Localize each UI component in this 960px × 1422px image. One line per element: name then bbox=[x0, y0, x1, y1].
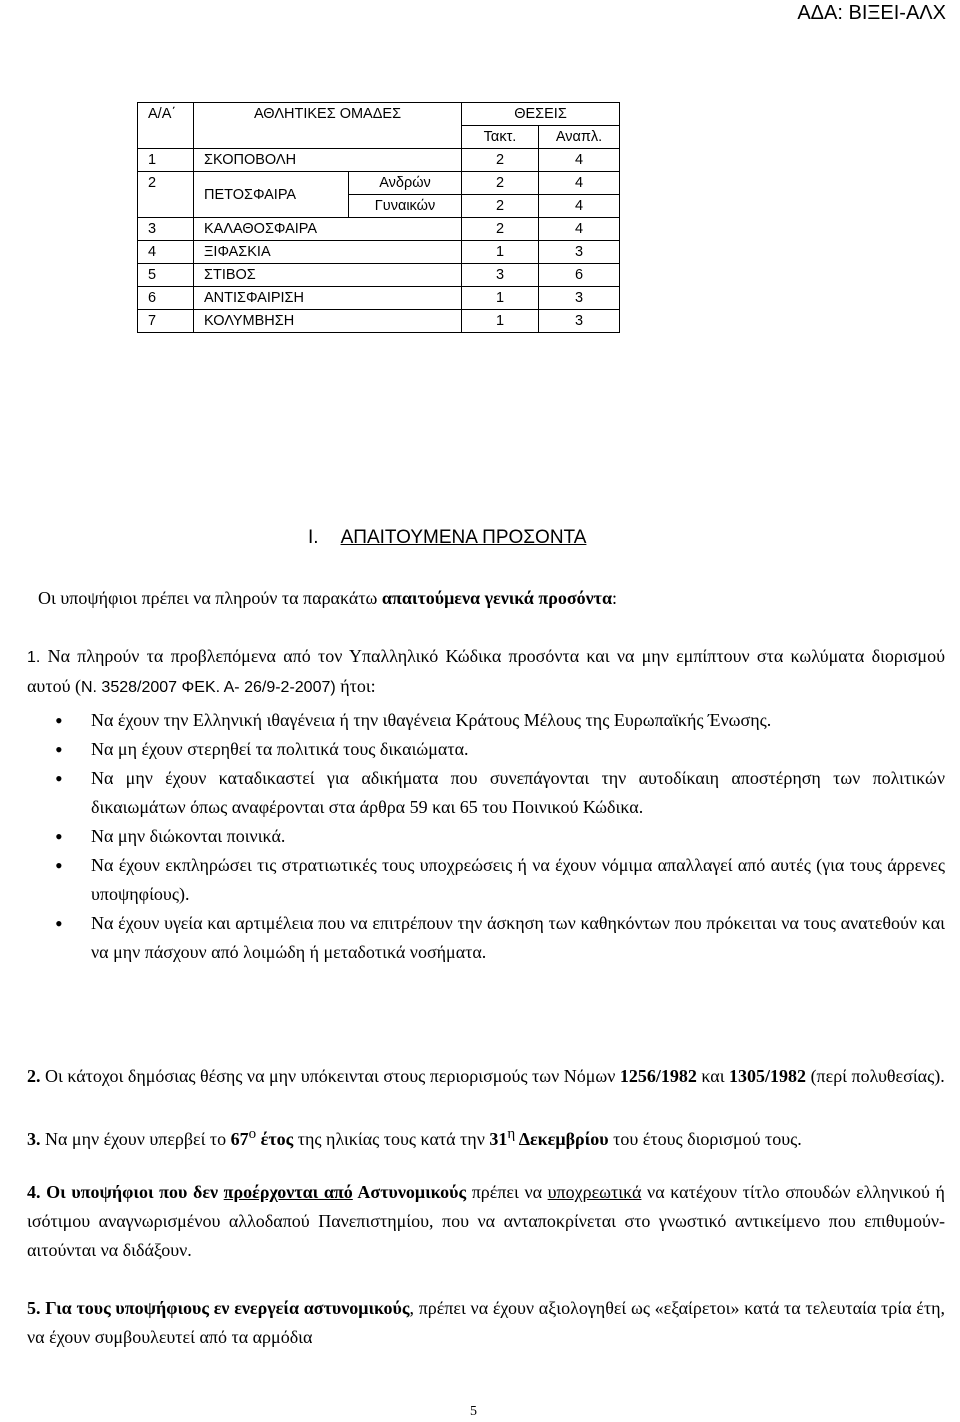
cell-takt: 1 bbox=[462, 241, 539, 264]
table-row bbox=[138, 264, 620, 287]
cell-anapl: 4 bbox=[539, 149, 620, 172]
lead-end: : bbox=[612, 588, 618, 608]
cell-team: ΚΟΛΥΜΒΗΣΗ bbox=[194, 310, 462, 333]
cell-takt: 1 bbox=[462, 310, 539, 333]
cell-sub: Γυναικών bbox=[349, 195, 462, 218]
p3-text: Να μην έχουν υπερβεί το bbox=[40, 1129, 231, 1149]
p4-police: Αστυνομικούς bbox=[352, 1182, 467, 1202]
list-item: • Να έχουν εκπληρώσει τις στρατιωτικές τους υποχρεώσεις ή να έχουν νόμιμα απαλλαγεί από αυτές (για τους άρρενες υποψηφίους). bbox=[55, 851, 945, 909]
p4-bold-underline: προέρχονται από bbox=[223, 1182, 353, 1202]
cell-takt: 2 bbox=[462, 195, 539, 218]
item-number: 3. bbox=[27, 1129, 41, 1149]
header-anapl: Αναπλ. bbox=[539, 126, 620, 149]
paragraph-2 bbox=[27, 1062, 945, 1091]
table-row bbox=[138, 218, 620, 241]
cell-sub: Ανδρών bbox=[349, 172, 462, 195]
table-row bbox=[138, 287, 620, 310]
cell-aa: 5 bbox=[138, 264, 194, 287]
cell-anapl: 4 bbox=[539, 172, 620, 195]
cell-team: ΑΝΤΙΣΦΑΙΡΙΣΗ bbox=[194, 287, 462, 310]
item-number: 5. bbox=[27, 1298, 41, 1318]
header-takt: Τακτ. bbox=[462, 126, 539, 149]
cell-aa: 7 bbox=[138, 310, 194, 333]
december: Δεκεμβρίου bbox=[515, 1129, 609, 1149]
cell-anapl: 3 bbox=[539, 241, 620, 264]
lead-text: Οι υποψήφιοι πρέπει να πληρούν τα παρακάτω bbox=[38, 588, 382, 608]
cell-aa: 3 bbox=[138, 218, 194, 241]
p2-and: και bbox=[696, 1066, 730, 1086]
mandatory: υποχρεωτικά bbox=[547, 1182, 642, 1202]
cell-team: ΣΚΟΠΟΒΟΛΗ bbox=[194, 149, 462, 172]
p1-law: Ν. 3528/2007 ΦΕΚ. Α- 26/9-2-2007) bbox=[80, 679, 336, 696]
p1-text: Να πληρούν τα προβλεπόμενα από τον Υπαλληλικό Κώδικα προσόντα και να μην εμπίπτουν στα κωλύματα διορισμού αυτού ( bbox=[27, 646, 945, 696]
section-number: Ι. bbox=[308, 527, 319, 548]
cell-anapl: 6 bbox=[539, 264, 620, 287]
requirements-list bbox=[55, 706, 945, 967]
cell-team: ΣΤΙΒΟΣ bbox=[194, 264, 462, 287]
list-item: • Να έχουν την Ελληνική ιθαγένεια ή την ιθαγένεια Κράτους Μέλους της Ευρωπαϊκής Ένωσης. bbox=[55, 706, 945, 735]
table-row bbox=[138, 310, 620, 333]
paragraph-5 bbox=[27, 1294, 945, 1352]
p1-end: ήτοι: bbox=[335, 676, 376, 696]
law-1256: 1256/1982 bbox=[619, 1066, 697, 1086]
ada-code: ΑΔΑ: ΒΙΞΕΙ-ΑΛΧ bbox=[797, 2, 946, 24]
cell-takt: 2 bbox=[462, 172, 539, 195]
paragraph-3 bbox=[27, 1120, 945, 1154]
table-header-row bbox=[138, 103, 620, 126]
cell-anapl: 4 bbox=[539, 195, 620, 218]
paragraph-1 bbox=[27, 642, 945, 702]
list-item: • Να έχουν υγεία και αρτιμέλεια που να επιτρέπουν την άσκηση των καθηκόντων που πρόκειται να τους ανατεθούν και να μην πάσχουν από λοιμώδη ή μεταδοτικά νοσήματα. bbox=[55, 909, 945, 967]
item-number: 1. bbox=[27, 649, 41, 666]
ordinal-sup: ο bbox=[248, 1126, 257, 1142]
list-item: • Να μη έχουν στερηθεί τα πολιτικά τους δικαιώματα. bbox=[55, 735, 945, 764]
p5-text: , πρέπει να έχουν αξιολογηθεί ως «εξαίρετοι» κατά τα τελευταία τρία έτη, να έχουν συμβουλευτεί από τα αρμόδια bbox=[27, 1298, 945, 1347]
table-row bbox=[138, 149, 620, 172]
sports-teams-table bbox=[137, 102, 620, 333]
item-number: 4. bbox=[27, 1182, 41, 1202]
cell-aa: 6 bbox=[138, 287, 194, 310]
cell-takt: 1 bbox=[462, 287, 539, 310]
p4-bold: Οι υποψήφιοι που δεν bbox=[40, 1182, 224, 1202]
list-item: • Να μην έχουν καταδικαστεί για αδικήματα που συνεπάγονται την αυτοδίκαιη αποστέρηση των πολιτικών δικαιωμάτων όπως αναφέρονται στα άρθρα 59 και 65 του Ποινικού Κώδικα. bbox=[55, 764, 945, 822]
p4-text: πρέπει να bbox=[466, 1182, 548, 1202]
p5-bold: Για τους υποψήφιους εν ενεργεία αστυνομικούς bbox=[40, 1298, 410, 1318]
cell-anapl: 3 bbox=[539, 287, 620, 310]
law-1305: 1305/1982 bbox=[729, 1066, 807, 1086]
table-row bbox=[138, 241, 620, 264]
header-positions: ΘΕΣΕΙΣ bbox=[462, 103, 620, 126]
lead-bold: απαιτούμενα γενικά προσόντα bbox=[381, 588, 613, 608]
list-item: • Να μην διώκονται ποινικά. bbox=[55, 822, 945, 851]
ordinal-sup2: η bbox=[507, 1126, 516, 1142]
paragraph-4 bbox=[27, 1178, 945, 1265]
year-word: έτος bbox=[256, 1129, 294, 1149]
cell-aa: 4 bbox=[138, 241, 194, 264]
header-teams: ΑΘΛΗΤΙΚΕΣ ΟΜΑΔΕΣ bbox=[194, 103, 462, 149]
lead-paragraph bbox=[38, 584, 943, 613]
item-number: 2. bbox=[27, 1066, 41, 1086]
cell-aa: 2 bbox=[138, 172, 194, 218]
cell-team: ΠΕΤΟΣΦΑΙΡΑ bbox=[194, 172, 349, 218]
p4-rest: να κατέχουν τίτλο σπουδών ελληνικού ή ισότιμου αναγνωρισμένου αλλοδαπού Πανεπιστημίου, που να ανταποκρίνεται στο γνωστικό αντικείμενο που επιθυμούν-αιτούνται να διδάξουν. bbox=[27, 1182, 945, 1260]
header-aa: Α/Α΄ bbox=[138, 103, 194, 149]
day-31: 31 bbox=[489, 1129, 508, 1149]
page-number: 5 bbox=[470, 1404, 477, 1419]
age-67: 67 bbox=[230, 1129, 249, 1149]
cell-anapl: 3 bbox=[539, 310, 620, 333]
cell-takt: 2 bbox=[462, 149, 539, 172]
cell-team: ΞΙΦΑΣΚΙΑ bbox=[194, 241, 462, 264]
cell-takt: 3 bbox=[462, 264, 539, 287]
section-heading bbox=[308, 527, 586, 549]
cell-anapl: 4 bbox=[539, 218, 620, 241]
p2-end: (περί πολυθεσίας). bbox=[806, 1066, 945, 1086]
table-row bbox=[138, 172, 620, 195]
p2-text: Οι κάτοχοι δημόσιας θέσης να μην υπόκεινται στους περιορισμούς των Νόμων bbox=[40, 1066, 620, 1086]
cell-team: ΚΑΛΑΘΟΣΦΑΙΡΑ bbox=[194, 218, 462, 241]
section-title: ΑΠΑΙΤΟΥΜΕΝΑ ΠΡΟΣΟΝΤΑ bbox=[340, 527, 587, 548]
cell-takt: 2 bbox=[462, 218, 539, 241]
p3-mid: της ηλικίας τους κατά την bbox=[293, 1129, 490, 1149]
cell-aa: 1 bbox=[138, 149, 194, 172]
p3-end: του έτους διορισμού τους. bbox=[608, 1129, 802, 1149]
